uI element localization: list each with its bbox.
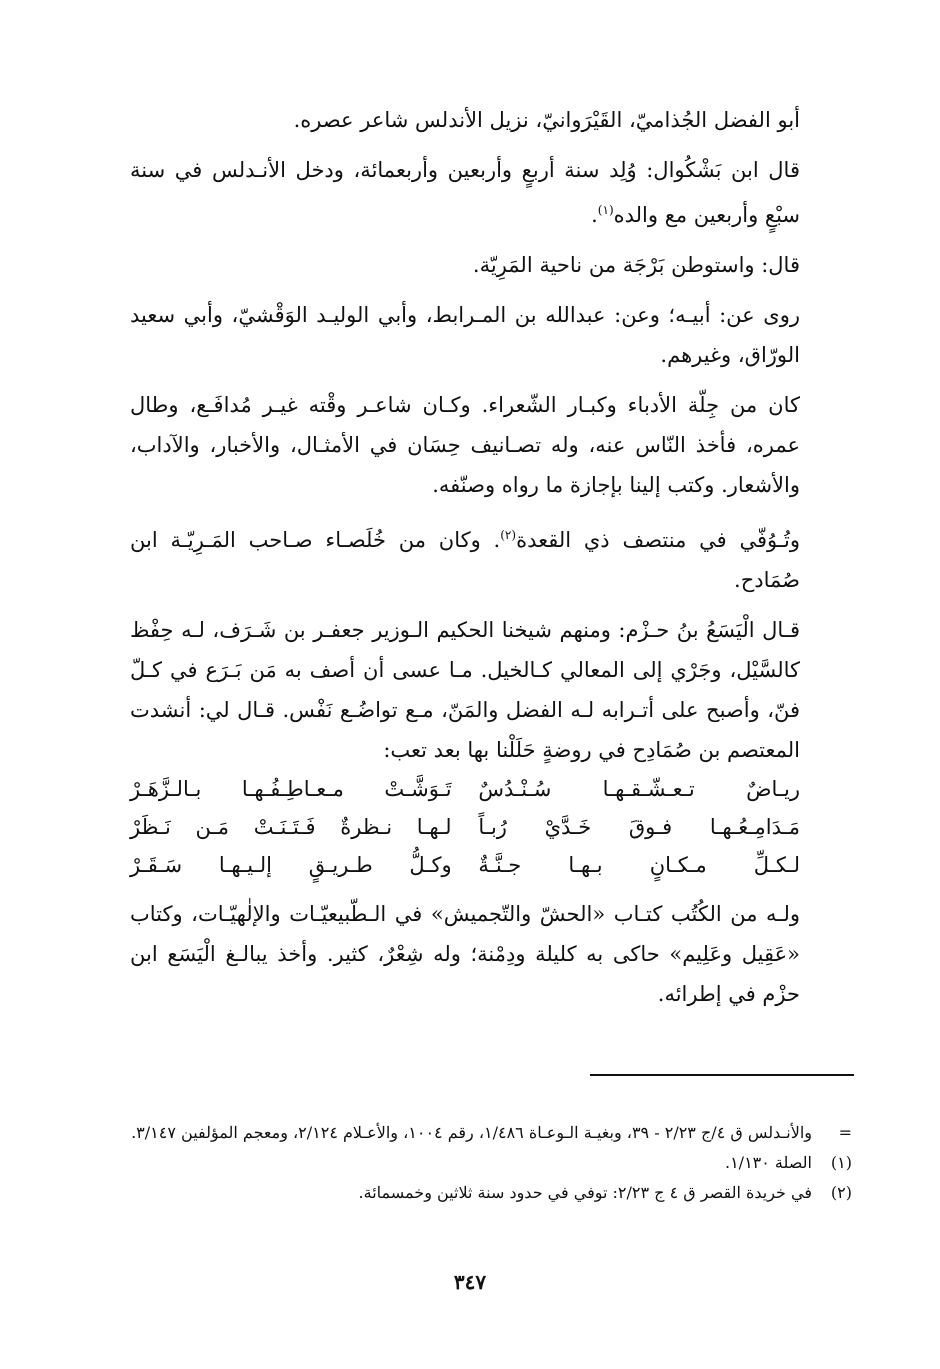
verse-first-hemistich: ريـاضٌ تـعـشّـقـهـا سُـنْـدُسٌ — [478, 777, 800, 801]
footnote-text: في خريدة القصر ق ٤ ج ٢/٢٣: توفي في حدود سنة ثلاثين وخمسمائة. — [358, 1183, 812, 1202]
footnote-ref-1[interactable]: (١) — [597, 203, 614, 217]
verse-second-hemistich: لـهـا نـظرةٌ فَـتَـنَـتْ مَـن نَـظَرْ — [130, 815, 452, 839]
footnote-continuation — [130, 1118, 852, 1148]
footnote-mark: = — [838, 1123, 852, 1142]
poem — [130, 770, 800, 884]
poem-verse — [130, 846, 800, 884]
paragraph-7: قـال الْيَسَعُ بنُ حـزْم: ومنهم شيخنا الحكيم الـوزير جعفـر بن شَـرَف، لـه حِفْظ كالسَّيْل، وجَرْي إلى المعالي كـالخيل. مـا عسى أن أصف به مَن بَـرَع في كـلّ فنّ، وأصبح على أتـرابه لـه الفضل والمَنّ، مـع تواضُـع نَفْس. قـال لي: أنشدت المعتصم بن صُمَادِح في روضةٍ حَلَلْنا بها بعد تعب: — [130, 618, 800, 762]
verse-first-hemistich: مَـدَامِـعُـهـا فـوقَ خَـدَّيْ رُبـاً — [478, 815, 800, 839]
paragraph-8: ولـه من الكُتُب كتـاب «الحشّ والتّجميش» في الـطّبيعيّـات والإلٰهيّـات، وكتاب «عَقِيل وعَلِيم» حاكى به كليلة ودِمْنة؛ وله شِعْرٌ، كثير. وأخذ يبالـغ الْيَسَع ابن حزْم في إطرائه. — [130, 902, 800, 1006]
footnote-2 — [130, 1178, 852, 1208]
paragraph-2-text: قال ابن بَشْكُوال: وُلِد سنة أربعٍ وأربعين وأربعمائة، ودخل الأنـدلس في سنة سبْعٍ وأربعين مع والده — [130, 158, 800, 227]
footnote-mark: (١) — [830, 1153, 852, 1172]
main-text — [130, 100, 800, 1024]
poem-verse — [130, 808, 800, 846]
verse-second-hemistich: وكـلُّ طـريـقٍ إلـيـهـا سَـقَـرْ — [130, 853, 452, 877]
paragraph-2-end: . — [591, 203, 598, 227]
footnote-mark: (٢) — [830, 1183, 852, 1202]
footnotes — [130, 1118, 852, 1208]
poem-verse — [130, 770, 800, 808]
paragraph-5: كان من جِلّة الأدباء وكبـار الشّعراء. وكـان شاعـر وقْته غيـر مُدافَـع، وطال عمره، فأخذ النّاس عنه، وله تصـانيف حِسَان في الأمثـال، والأخبار، والآداب، والأشعار. وكتب إلينا بإجازة ما رواه وصنّفه. — [130, 393, 800, 497]
paragraph-6-text: وتُـوُفّي في منتصف ذي القعدة — [516, 528, 800, 552]
paragraph-4: روى عن: أبيـه؛ وعن: عبدالله بن المـرابط، وأبي الوليـد الوَقْشيّ، وأبي سعيد الورّاق، وغيرهم. — [130, 303, 800, 367]
footnote-text: والأنـدلس ق ٤/ج ٢/٢٣ - ٣٩، وبغيـة الـوعـاة ١/٤٨٦، رقم ١٠٠٤، والأعـلام ٢/١٢٤، ومعجم المؤلفين ٣/١٤٧. — [131, 1123, 812, 1142]
footnote-separator — [590, 1074, 854, 1076]
verse-first-hemistich: لـكـلِّ مـكـانٍ بـهـا جـنَّـةٌ — [478, 853, 800, 877]
page-number: ٣٤٧ — [453, 1270, 487, 1294]
paragraph-3: قال: واستوطن بَرْجَة من ناحية المَرِيّة. — [472, 253, 800, 277]
paragraph-6 — [130, 515, 800, 600]
verse-second-hemistich: تَـوَشَّـتْ مـعـاطِـفُـهـا بـالـزَّهَـرْ — [130, 777, 452, 801]
footnote-1 — [130, 1148, 852, 1178]
paragraph-2 — [130, 150, 800, 235]
paragraph-1: أبو الفضل الجُذاميّ، القَيْرَوانيّ، نزيل الأندلس شاعر عصره. — [293, 108, 800, 132]
footnote-text: الصلة ١/١٣٠. — [724, 1153, 812, 1172]
paragraph-6-rest: . وكان من خُلَصـاء صـاحب المَـرِيّـة ابن صُمَادح. — [130, 528, 800, 592]
footnote-ref-2[interactable]: (٢) — [500, 528, 517, 542]
